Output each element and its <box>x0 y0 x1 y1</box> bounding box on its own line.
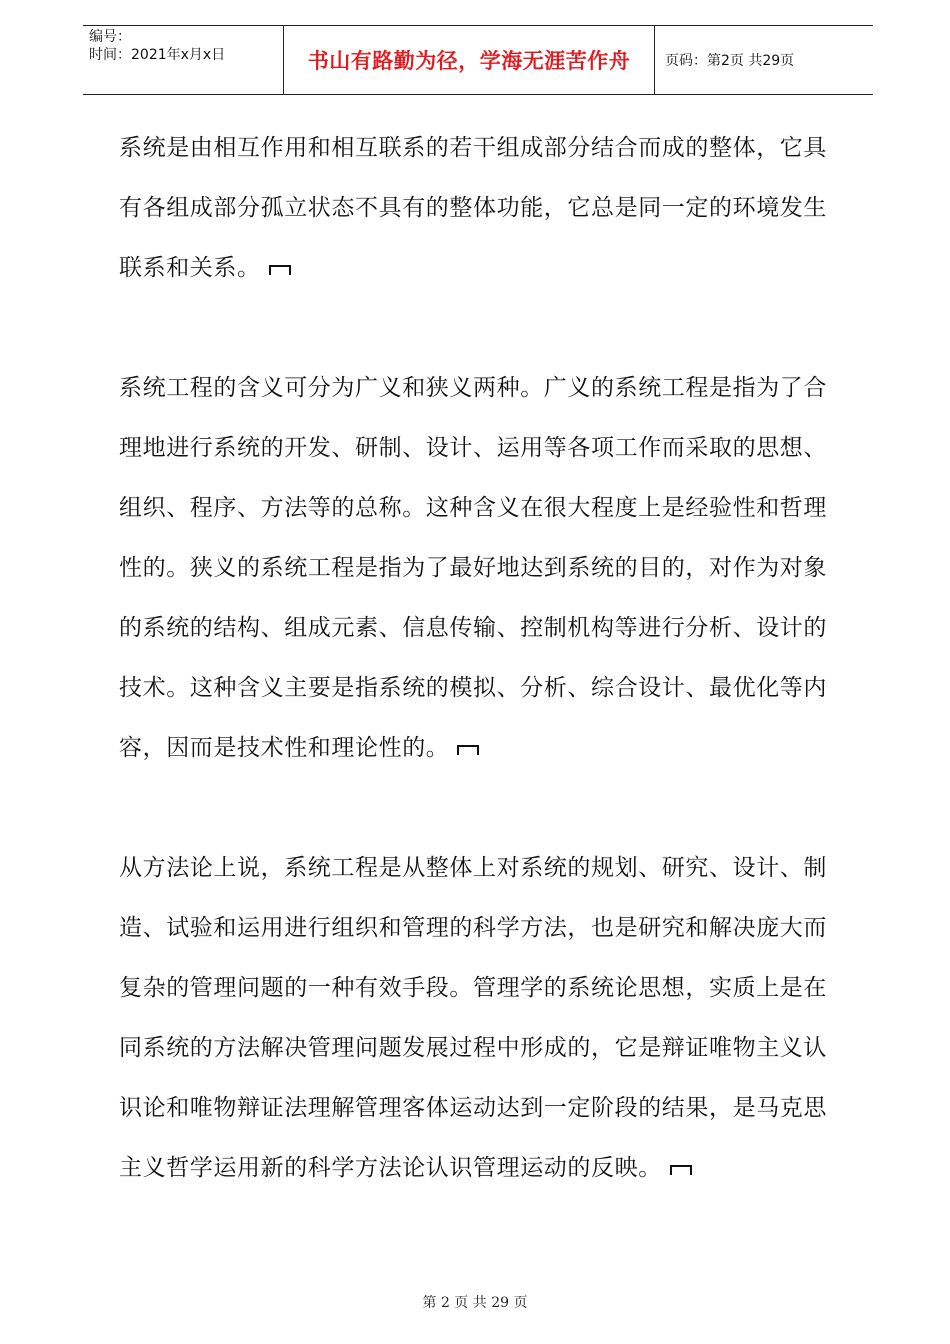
paragraph-1 <box>119 118 839 298</box>
paragraph-end-mark-icon <box>269 262 291 276</box>
paragraph-end-mark-icon <box>670 1162 692 1176</box>
header-page-info: 页码：第2页 共29页 <box>665 53 795 69</box>
paragraph-end-mark-icon <box>457 742 479 756</box>
date-text: 时间：2021年x月x日 <box>89 47 226 63</box>
page-header <box>83 25 873 95</box>
paragraph-2 <box>119 358 839 778</box>
paragraph-3 <box>119 838 839 1198</box>
paragraph-1-text: 系统是由相互作用和相互联系的若干组成部分结合而成的整体，它具有各组成部分孤立状态不具有的整体功能，它总是同一定的环境发生联系和关系。 <box>119 135 827 281</box>
page-footer: 第 2 页 共 29 页 <box>422 1295 528 1311</box>
header-meta <box>83 26 284 94</box>
paragraph-gap <box>119 298 839 358</box>
paragraph-gap <box>119 778 839 838</box>
serial-label: 编号： <box>89 29 131 45</box>
paragraph-3-text: 从方法论上说，系统工程是从整体上对系统的规划、研究、设计、制造、试验和运用进行组织和管理的科学方法，也是研究和解决庞大而复杂的管理问题的一种有效手段。管理学的系统论思想，实质上是在同系统的方法解决管理问题发展过程中形成的，它是辩证唯物主义认识论和唯物辩证法理解管理客体运动达到一定阶段的结果，是马克思主义哲学运用新的科学方法论认识管理运动的反映。 <box>119 855 827 1181</box>
header-motto: 书山有路勤为径，学海无涯苦作舟 <box>284 26 655 94</box>
document-body <box>119 118 839 1198</box>
paragraph-2-text: 系统工程的含义可分为广义和狭义两种。广义的系统工程是指为了合理地进行系统的开发、研制、设计、运用等各项工作而采取的思想、组织、程序、方法等的总称。这种含义在很大程度上是经验性和哲理性的。狭义的系统工程是指为了最好地达到系统的目的，对作为对象的系统的结构、组成元素、信息传输、控制机构等进行分析、设计的技术。这种含义主要是指系统的模拟、分析、综合设计、最优化等内容，因而是技术性和理论性的。 <box>119 375 827 761</box>
